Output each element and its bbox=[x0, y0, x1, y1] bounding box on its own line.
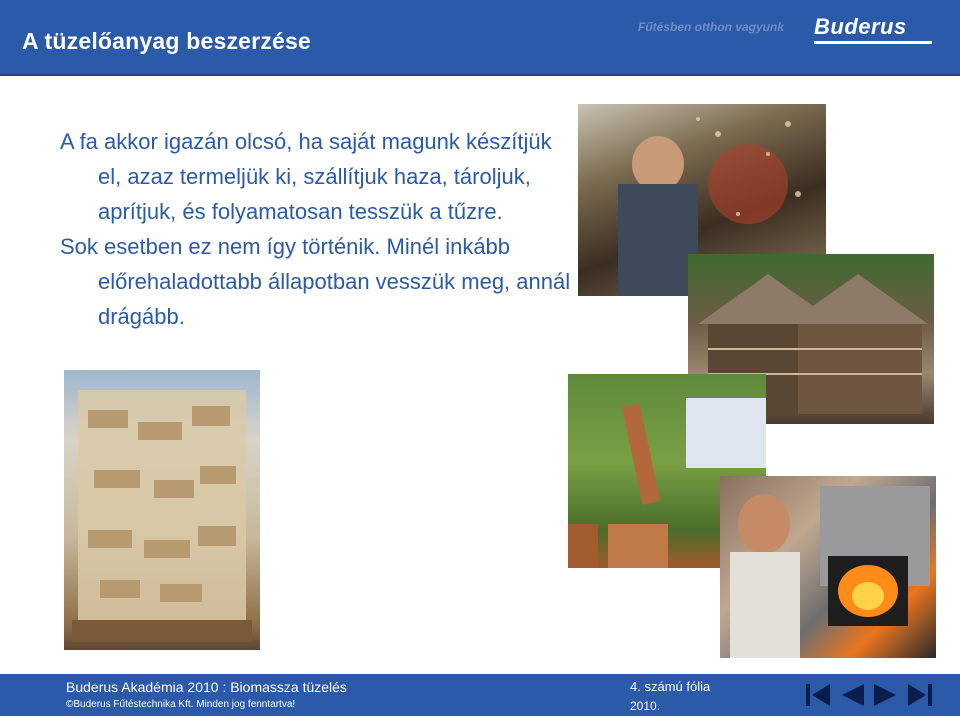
photo-boiler-fire bbox=[720, 476, 936, 658]
last-slide-icon[interactable] bbox=[906, 682, 934, 708]
slide-body bbox=[60, 124, 580, 334]
next-slide-icon[interactable] bbox=[872, 682, 900, 708]
brand-tagline: Fűtésben otthon vagyunk bbox=[638, 20, 785, 34]
photo-firewood-pallet bbox=[64, 370, 260, 650]
first-slide-icon[interactable] bbox=[804, 682, 832, 708]
slide-title: A tüzelőanyag beszerzése bbox=[22, 28, 311, 54]
slide-header bbox=[0, 0, 960, 76]
footer-copyright: ©Buderus Fűtéstechnika Kft. Minden jog fenntartva! bbox=[66, 699, 296, 710]
footer-course: Buderus Akadémia 2010 : Biomassza tüzelés bbox=[66, 679, 347, 695]
body-paragraph-2: Sok esetben ez nem így történik. Minél inkább előrehaladottabb állapotban vesszük meg, annál drágább. bbox=[60, 234, 571, 329]
footer-slide-number: 4. számú fólia bbox=[630, 679, 711, 694]
body-paragraph-1: A fa akkor igazán olcsó, ha saját magunk készítjük el, azaz termeljük ki, szállítjuk haza, tároljuk, aprítjuk, és folyamatosan tesszük a tűzre. bbox=[60, 129, 552, 224]
previous-slide-icon[interactable] bbox=[838, 682, 866, 708]
buderus-logo: Buderus bbox=[814, 14, 907, 39]
footer-year: 2010. bbox=[630, 699, 661, 713]
logo-underline bbox=[814, 41, 932, 44]
